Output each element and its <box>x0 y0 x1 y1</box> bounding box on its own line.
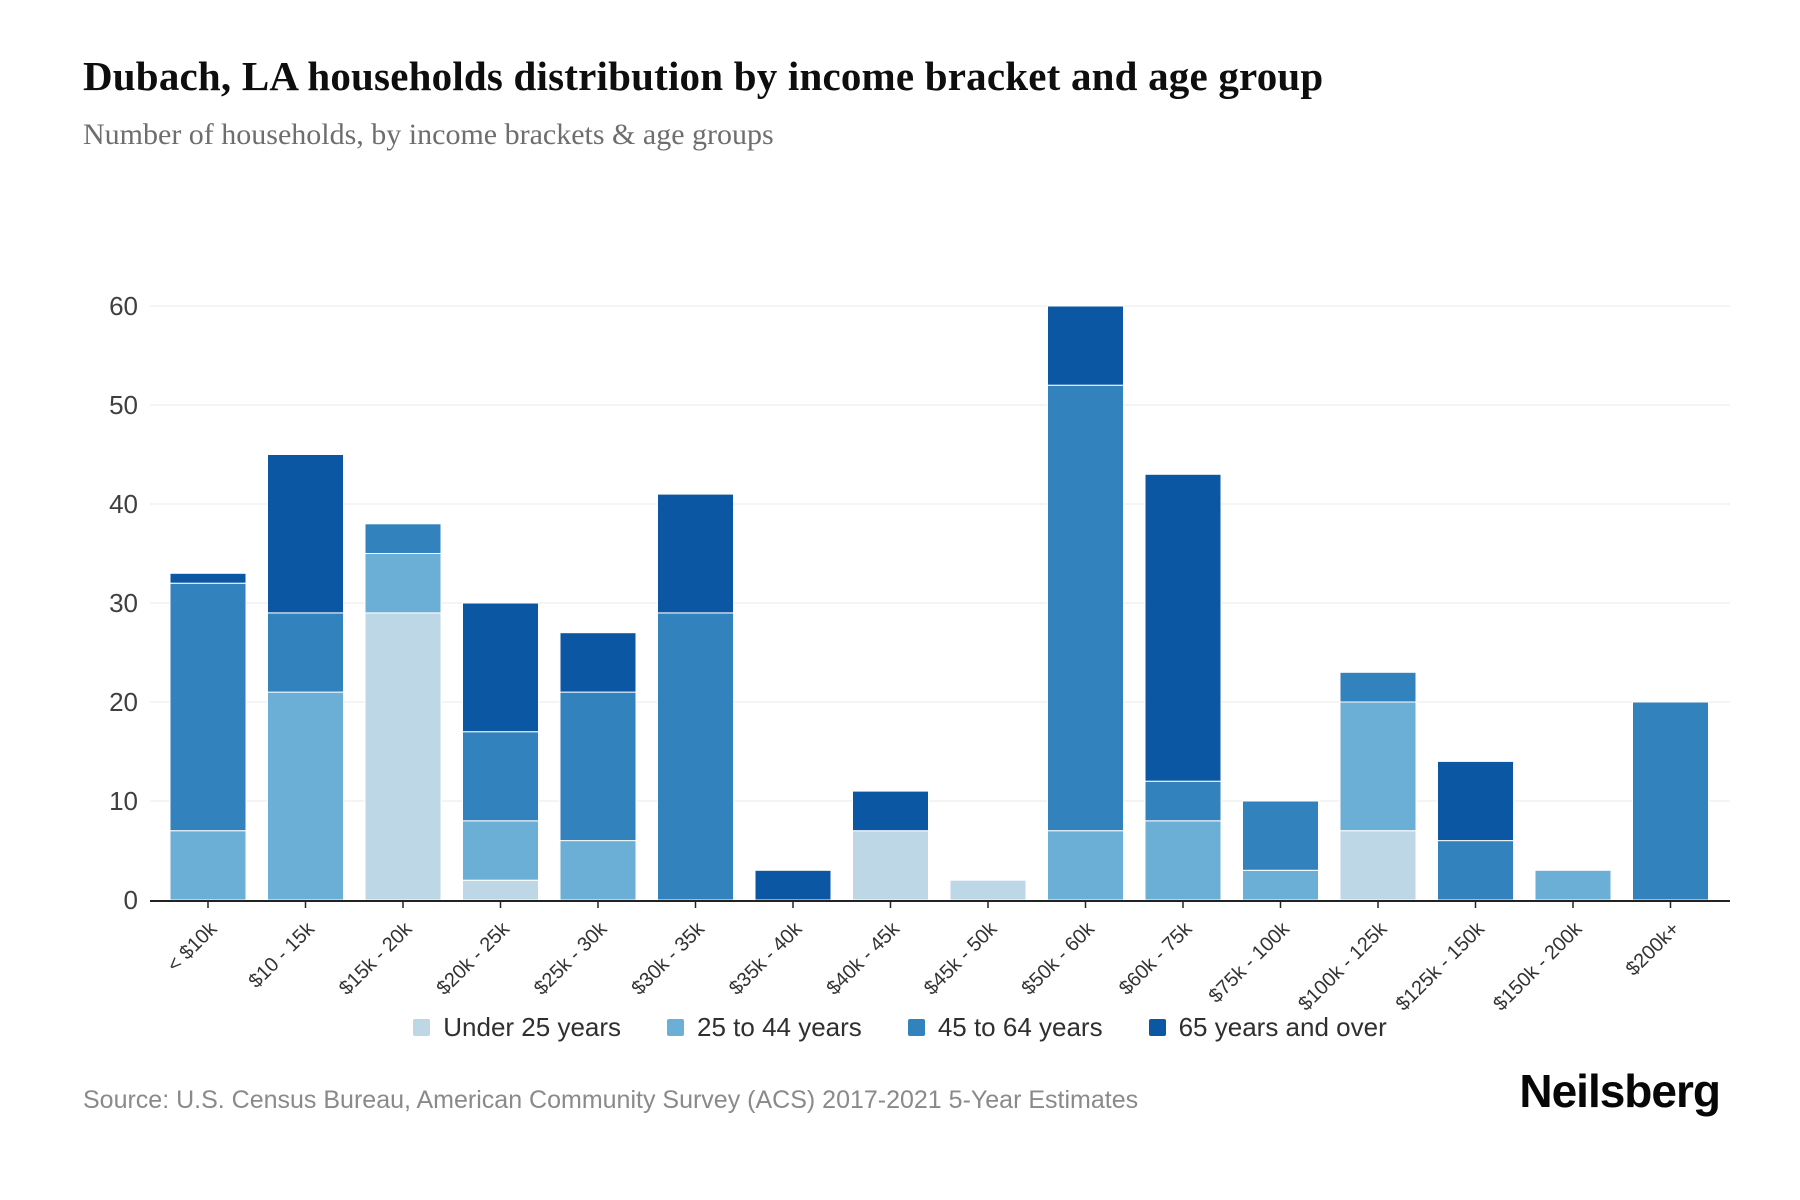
x-axis-tick-label: $30k - 35k <box>627 917 710 1000</box>
x-axis-label-group <box>725 917 807 999</box>
x-axis-label-group <box>530 917 612 999</box>
x-axis-tick-label: $75k - 100k <box>1204 917 1295 1008</box>
x-axis-label-group <box>627 917 709 999</box>
bar-segment[interactable] <box>1243 870 1319 900</box>
chart-legend <box>0 1012 1800 1043</box>
bar-segment[interactable] <box>1438 761 1514 840</box>
legend-swatch-icon <box>667 1019 684 1036</box>
legend-label: 25 to 44 years <box>697 1012 862 1042</box>
x-axis-tick-label: $25k - 30k <box>529 917 612 1000</box>
bar-segment[interactable] <box>268 692 344 900</box>
x-axis-tick-label: $35k - 40k <box>724 917 807 1000</box>
x-axis-tick-label: $50k - 60k <box>1017 917 1100 1000</box>
bar-segment[interactable] <box>268 455 344 613</box>
legend-label: 65 years and over <box>1178 1012 1387 1042</box>
bar-segment[interactable] <box>658 494 734 613</box>
x-axis-tick-label: $40k - 45k <box>822 917 905 1000</box>
bar-segment[interactable] <box>1535 870 1611 900</box>
bar-segment[interactable] <box>268 613 344 692</box>
bar-segment[interactable] <box>853 831 929 900</box>
x-axis-tick-label: $10 - 15k <box>244 917 320 993</box>
x-axis-tick-label: $100k - 125k <box>1294 917 1392 1016</box>
bar-segment[interactable] <box>1438 841 1514 900</box>
x-axis-tick-label: $20k - 25k <box>432 917 515 1000</box>
x-axis-label-group <box>920 917 1002 999</box>
x-axis-tick-label: $200k+ <box>1621 917 1685 981</box>
bar-segment[interactable] <box>1145 474 1221 781</box>
bar-segment[interactable] <box>463 603 539 732</box>
x-axis-tick-label: < $10k <box>163 917 222 977</box>
x-axis-tick-label: $60k - 75k <box>1114 917 1197 1000</box>
bar-segment[interactable] <box>1340 672 1416 702</box>
bar-segment[interactable] <box>560 841 636 900</box>
bar-segment[interactable] <box>1145 821 1221 900</box>
y-axis-tick-label: 0 <box>123 885 138 915</box>
legend-item[interactable] <box>413 1012 621 1043</box>
bar-segment[interactable] <box>1048 385 1124 831</box>
legend-swatch-icon <box>908 1019 925 1036</box>
bar-segment[interactable] <box>853 791 929 831</box>
page-title: Dubach, LA households distribution by income bracket and age group <box>83 53 1324 99</box>
y-axis-tick-label: 40 <box>109 489 138 519</box>
bar-segment[interactable] <box>463 821 539 880</box>
x-axis-label-group <box>1115 917 1197 999</box>
bar-segment[interactable] <box>1340 831 1416 900</box>
y-axis-tick-label: 50 <box>109 390 138 420</box>
bar-segment[interactable] <box>365 613 441 900</box>
x-axis-label-group <box>1017 917 1099 999</box>
x-axis-tick-label: $125k - 150k <box>1391 917 1490 1016</box>
y-axis-tick-label: 30 <box>109 588 138 618</box>
x-axis-label-group <box>1489 917 1587 1015</box>
page-subtitle: Number of households, by income brackets & age groups <box>83 118 774 151</box>
bar-segment[interactable] <box>755 870 831 900</box>
legend-swatch-icon <box>413 1019 430 1036</box>
legend-label: 45 to 64 years <box>937 1012 1103 1042</box>
bar-segment[interactable] <box>463 880 539 900</box>
bar-segment[interactable] <box>1048 306 1124 385</box>
x-axis-tick-label: $15k - 20k <box>334 917 417 1000</box>
bar-segment[interactable] <box>1340 702 1416 831</box>
y-axis-tick-label: 60 <box>109 291 138 321</box>
legend-item[interactable] <box>667 1012 862 1043</box>
legend-swatch-icon <box>1149 1019 1166 1036</box>
bar-segment[interactable] <box>463 732 539 821</box>
bar-segment[interactable] <box>1048 831 1124 900</box>
bar-segment[interactable] <box>560 692 636 841</box>
bar-segment[interactable] <box>950 880 1026 900</box>
y-axis-tick-label: 10 <box>109 786 138 816</box>
legend-item[interactable] <box>908 1012 1103 1043</box>
x-axis-label-group <box>1622 918 1684 980</box>
bar-segment[interactable] <box>658 613 734 900</box>
x-axis-label-group <box>163 917 222 976</box>
x-axis-label-group <box>335 917 417 999</box>
x-axis-label-group <box>1205 917 1295 1007</box>
legend-item[interactable] <box>1149 1012 1387 1043</box>
bar-segment[interactable] <box>560 633 636 692</box>
source-note: Source: U.S. Census Bureau, American Community Survey (ACS) 2017-2021 5-Year Estimates <box>83 1086 1139 1114</box>
bar-segment[interactable] <box>170 831 246 900</box>
y-axis-tick-label: 20 <box>109 687 138 717</box>
x-axis-tick-label: $45k - 50k <box>919 917 1002 1000</box>
bar-segment[interactable] <box>170 583 246 831</box>
bar-segment[interactable] <box>365 554 441 613</box>
x-axis-label-group <box>1294 917 1392 1015</box>
neilsberg-logo: Neilsberg <box>1519 1065 1720 1117</box>
x-axis-tick-label: $150k - 200k <box>1489 917 1587 1016</box>
x-axis-label-group <box>822 917 904 999</box>
bar-segment[interactable] <box>1145 781 1221 821</box>
x-axis-label-group <box>432 917 514 999</box>
bar-segment[interactable] <box>1633 702 1709 900</box>
legend-label: Under 25 years <box>443 1012 622 1042</box>
bar-segment[interactable] <box>1243 801 1319 870</box>
bar-segment[interactable] <box>365 524 441 554</box>
bar-segment[interactable] <box>170 573 246 583</box>
x-axis-label-group <box>1392 917 1490 1015</box>
x-axis-label-group <box>245 917 320 992</box>
